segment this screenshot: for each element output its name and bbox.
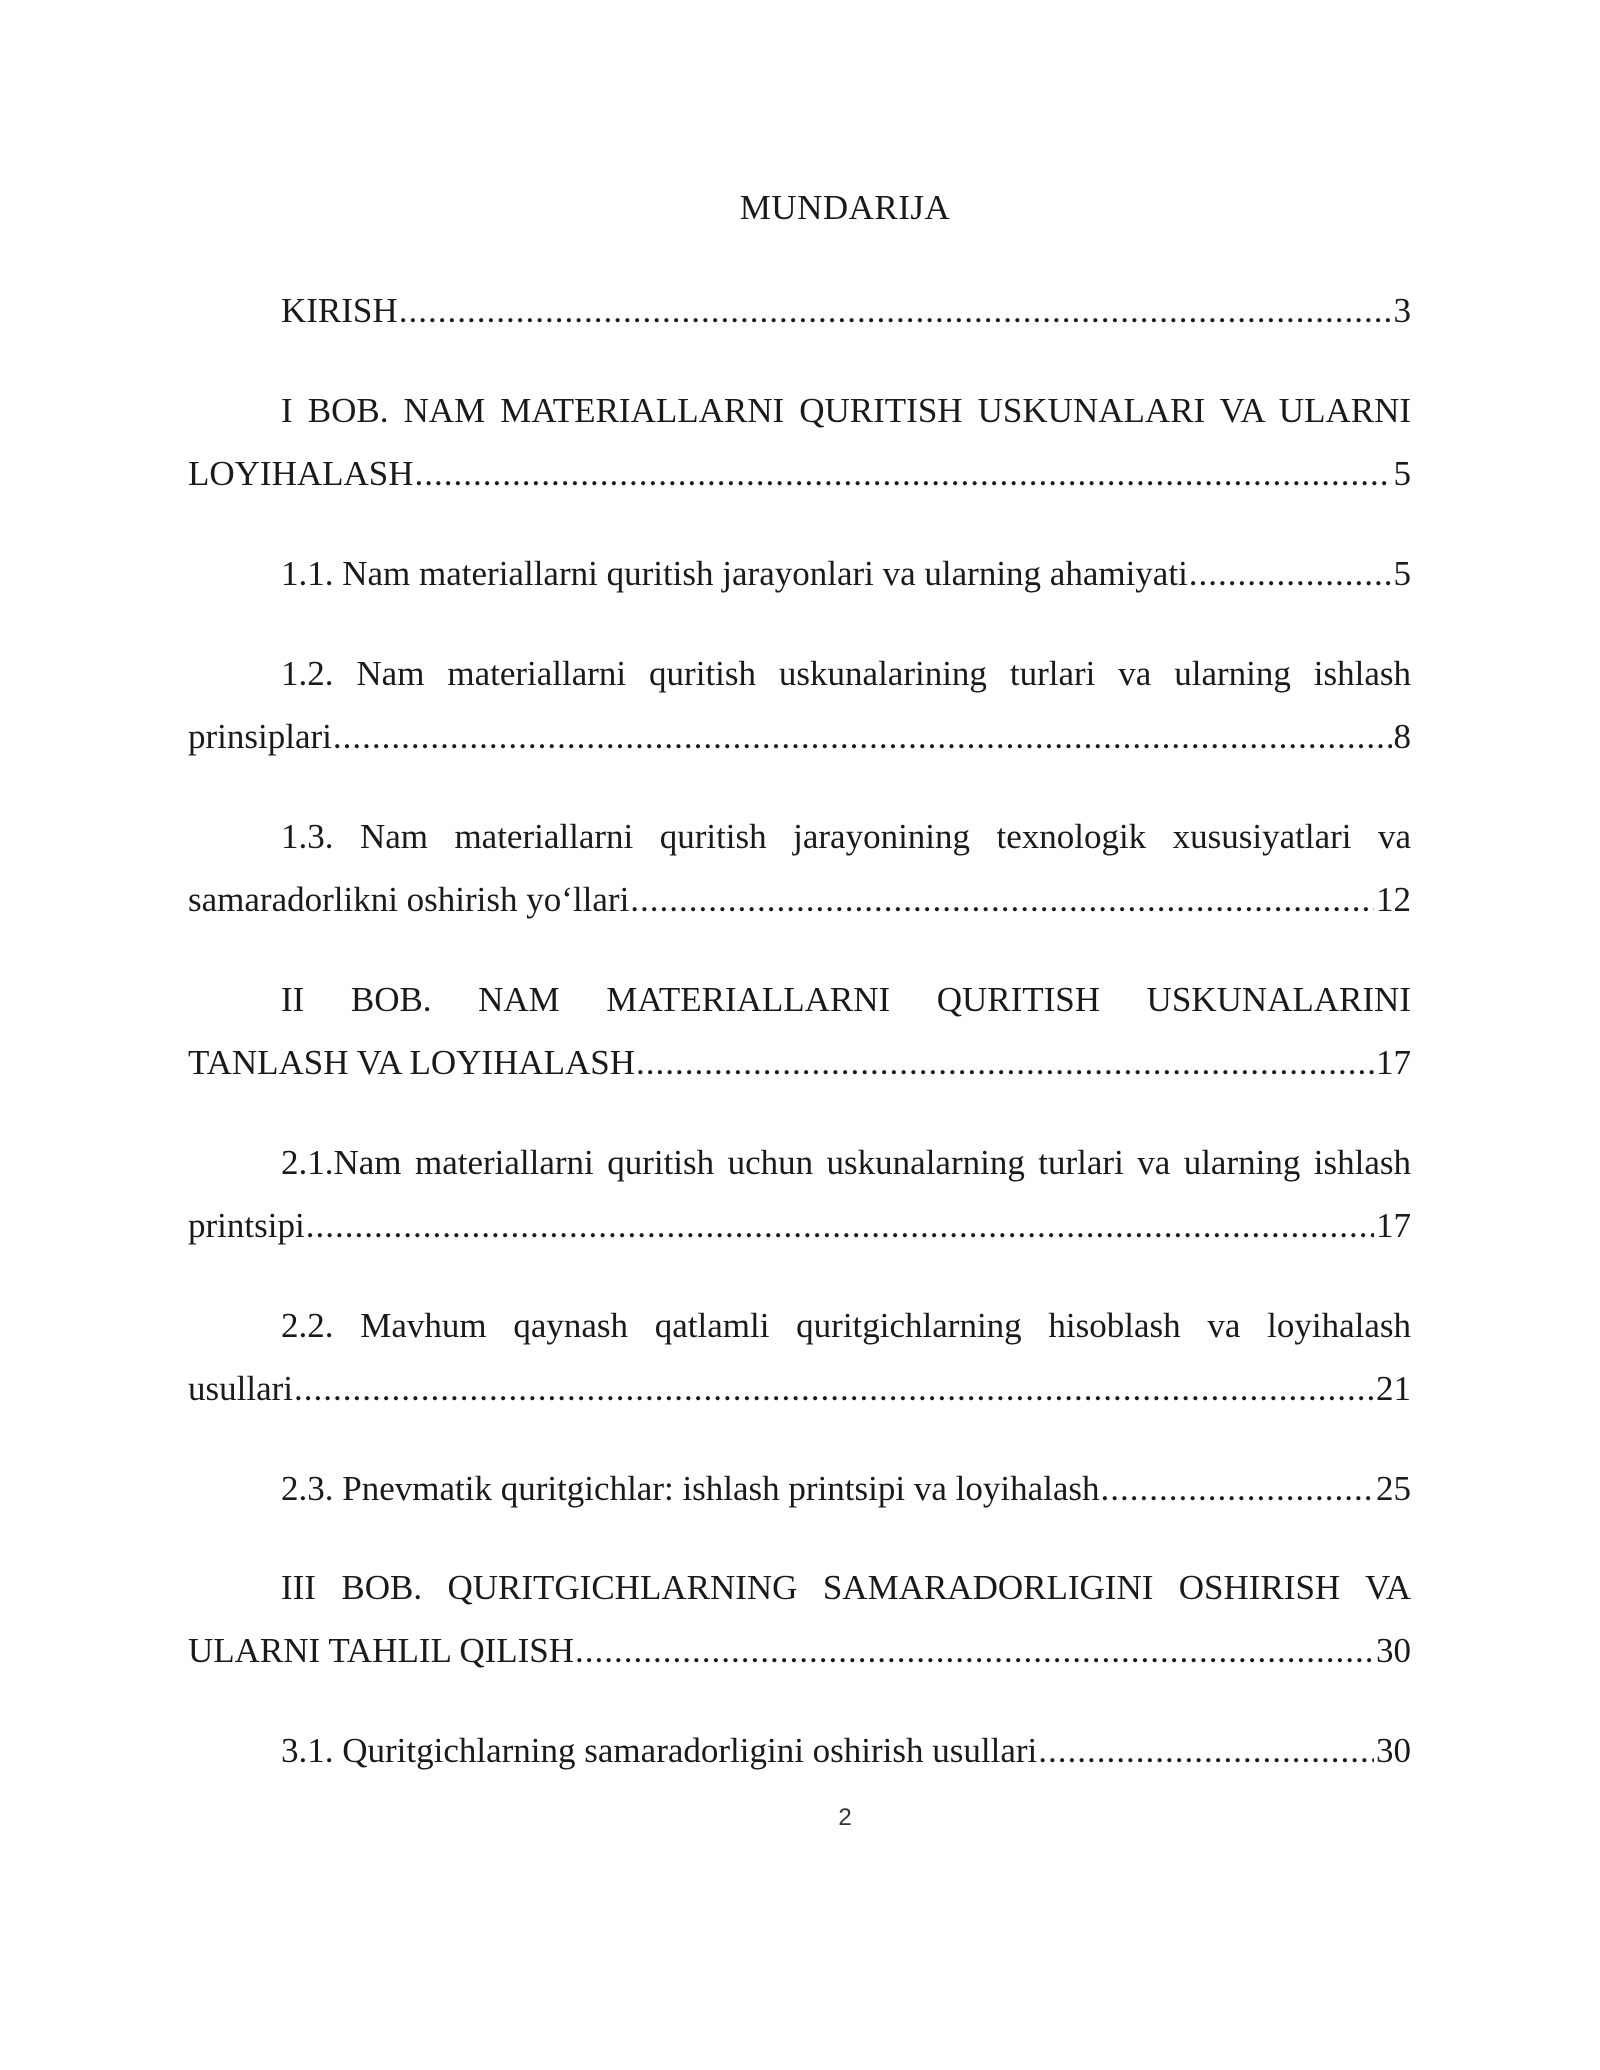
toc-entry-title: ULARNI TAHLIL QILISH bbox=[188, 1631, 575, 1670]
dot-leader bbox=[635, 1038, 1374, 1088]
toc-entry-line bbox=[188, 1626, 1411, 1676]
toc-entry-title: 3.1. Quritgichlarning samaradorligini oshirish usullari bbox=[281, 1731, 1038, 1770]
toc-page-number: 30 bbox=[1376, 1631, 1411, 1670]
toc-entry-title-line1: 1.3. Nam materiallarni quritish jarayonining texnologik xususiyatlari va bbox=[281, 817, 1411, 856]
toc-page-number: 25 bbox=[1376, 1469, 1411, 1508]
toc-entry-title-line1: II BOB. NAM MATERIALLARNI QURITISH USKUNALARINI bbox=[281, 980, 1411, 1019]
toc-entry-line bbox=[188, 1038, 1411, 1088]
dot-leader bbox=[1188, 549, 1392, 599]
toc-page-number: 17 bbox=[1376, 1206, 1411, 1245]
toc-entry-title: LOYIHALASH bbox=[188, 454, 414, 493]
toc-entry-line bbox=[188, 875, 1411, 925]
dot-leader bbox=[1037, 1726, 1374, 1776]
toc-entry-title: prinsiplari bbox=[188, 717, 332, 756]
toc-entry-title: TANLASH VA LOYIHALASH bbox=[188, 1043, 636, 1082]
toc-entry-line bbox=[188, 1464, 1411, 1514]
dot-leader bbox=[293, 1364, 1374, 1414]
toc-entry-line bbox=[188, 449, 1411, 499]
toc-page-number: 8 bbox=[1393, 717, 1411, 756]
toc-entry-title-line1: I BOB. NAM MATERIALLARNI QURITISH USKUNALARI VA ULARNI bbox=[281, 391, 1411, 430]
toc-entry-title: KIRISH bbox=[281, 291, 398, 330]
dot-leader bbox=[305, 1201, 1374, 1251]
toc-entry-title-line1: III BOB. QURITGICHLARNING SAMARADORLIGINI OSHIRISH VA bbox=[281, 1568, 1411, 1607]
toc-entry-line bbox=[188, 712, 1411, 762]
toc-page-number: 17 bbox=[1376, 1043, 1411, 1082]
toc-entry-title-line1: 2.2. Mavhum qaynash qatlamli quritgichlarning hisoblash va loyihalash bbox=[281, 1306, 1411, 1345]
toc-entry-line bbox=[188, 1726, 1411, 1776]
toc-entry-title: usullari bbox=[188, 1369, 293, 1408]
toc-entry-title: samaradorlikni oshirish yo‘llari bbox=[188, 880, 630, 919]
toc-page-number: 30 bbox=[1376, 1731, 1411, 1770]
toc-page-number: 5 bbox=[1393, 554, 1411, 593]
toc-entry-title-line1: 2.1.Nam materiallarni quritish uchun uskunalarning turlari va ularning ishlash bbox=[281, 1143, 1411, 1182]
toc-page-number: 12 bbox=[1376, 880, 1411, 919]
toc-page-number: 5 bbox=[1393, 454, 1411, 493]
page-title: MUNDARIJA bbox=[739, 188, 951, 227]
page-number: 2 bbox=[838, 1804, 852, 1831]
dot-leader bbox=[629, 875, 1374, 925]
toc-entry-line bbox=[188, 549, 1411, 599]
dot-leader bbox=[414, 449, 1392, 499]
dot-leader bbox=[332, 712, 1392, 762]
toc-entry-title-line1: 1.2. Nam materiallarni quritish uskunalarining turlari va ularning ishlash bbox=[281, 654, 1411, 693]
toc-entry-line bbox=[188, 1201, 1411, 1251]
toc-entry-line bbox=[188, 1364, 1411, 1414]
toc-entry-title: 1.1. Nam materiallarni quritish jarayonlari va ularning ahamiyati bbox=[281, 554, 1188, 593]
toc-entry-line bbox=[188, 286, 1411, 336]
dot-leader bbox=[574, 1626, 1374, 1676]
toc-entry-title: 2.3. Pnevmatik quritgichlar: ishlash printsipi va loyihalash bbox=[281, 1469, 1100, 1508]
dot-leader bbox=[398, 286, 1392, 336]
toc-entry-title: printsipi bbox=[188, 1206, 305, 1245]
toc-page-number: 3 bbox=[1393, 291, 1411, 330]
toc-page-number: 21 bbox=[1376, 1369, 1411, 1408]
dot-leader bbox=[1100, 1464, 1374, 1514]
